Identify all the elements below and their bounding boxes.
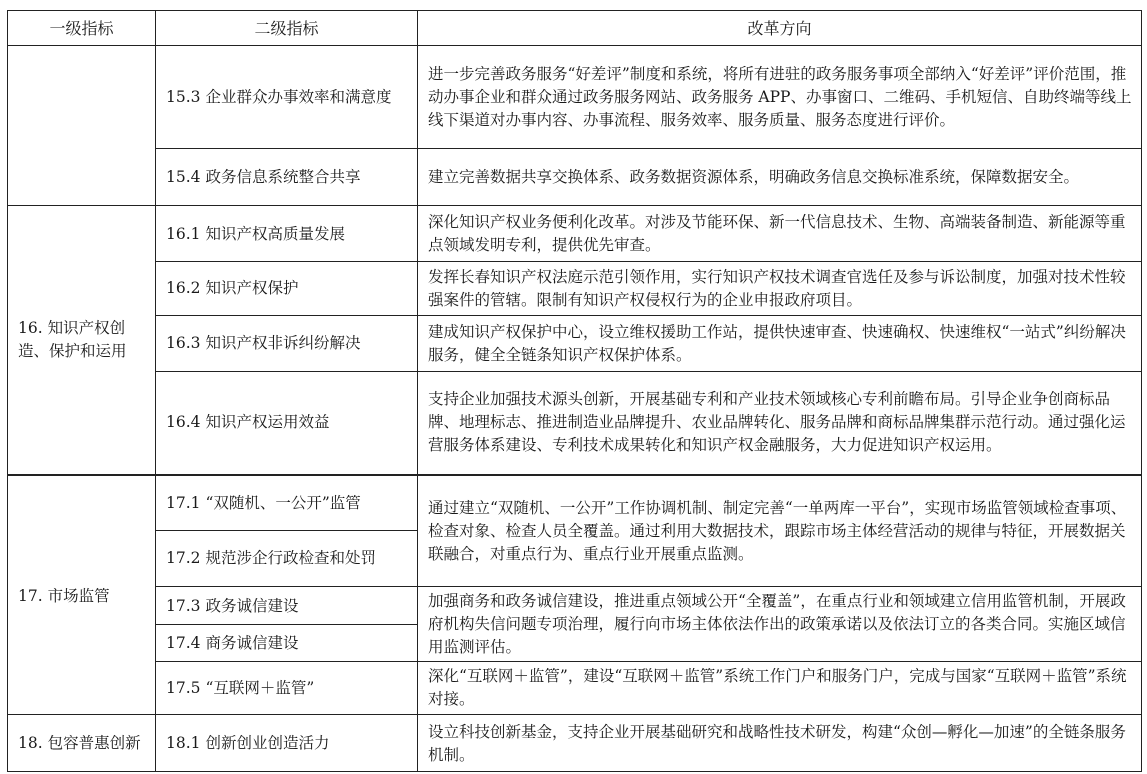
sub-15-4: 15.4 政务信息系统整合共享 (166, 168, 361, 186)
header-col-level2: 二级指标 (254, 18, 319, 38)
dir-16-1: 深化知识产权业务便利化改革。对涉及节能环保、新一代信息技术、生物、高端装备制造、新能源等重点领域发明专利，提供优先审查。 (428, 213, 1126, 254)
table-border-top (7, 10, 1142, 11)
sub-18-1: 18.1 创新创业创造活力 (166, 734, 330, 752)
row-divider (155, 661, 1142, 662)
table-border-bottom (7, 771, 1142, 772)
column-divider (417, 10, 418, 772)
sub-17-3: 17.3 政务诚信建设 (166, 596, 299, 615)
sub-17-5: 17.5 “互联网＋监管” (166, 678, 315, 697)
group-18-label: 18. 包容普惠创新 (18, 734, 141, 752)
header-col-level1: 一级指标 (49, 18, 114, 38)
sub-15-3: 15.3 企业群众办事效率和满意度 (166, 88, 392, 106)
header-divider (7, 45, 1142, 46)
group-divider (7, 474, 1142, 476)
dir-16-2: 发挥长春知识产权法庭示范引领作用，实行知识产权技术调查官选任及参与诉讼制度，加强对技术性较强案件的管辖。限制有知识产权侵权行为的企业申报政府项目。 (428, 267, 1126, 309)
sub-17-4: 17.4 商务诚信建设 (166, 633, 299, 652)
row-divider (155, 261, 1142, 262)
dir-17-5: 深化“互联网＋监管”，建设“互联网＋监管”系统工作门户和服务门户，完成与国家“互联网＋监管”系统对接。 (428, 667, 1127, 708)
sub-16-4: 16.4 知识产权运用效益 (166, 413, 330, 431)
group-divider (7, 205, 1142, 206)
group-17-label: 17. 市场监管 (18, 586, 110, 605)
dir-18-1: 设立科技创新基金，支持企业开展基础研究和战略性技术研发，构建“众创—孵化—加速”的全链条服务机制。 (428, 722, 1126, 764)
dir-15-3: 进一步完善政务服务“好差评”制度和系统，将所有进驻的政务服务事项全部纳入“好差评”评价范围，推动办事企业和群众通过政务服务网站、政务服务 APP、办事窗口、二维码、手机短信、自助终端等线上线下渠道对办事内容、办事流程、服务效率、服务质量、服务态度进行评价。 (428, 65, 1132, 129)
row-divider (155, 586, 1142, 587)
row-divider (155, 624, 417, 625)
dir-17-1-2: 通过建立“双随机、一公开”工作协调机制、制定完善“一单两库一平台”，实现市场监管领域检查事项、检查对象、检查人员全覆盖。通过利用大数据技术，跟踪市场主体经营活动的规律与特征，开展数据关联融合，对重点行为、重点行业开展重点监测。 (428, 499, 1127, 563)
sub-17-2: 17.2 规范涉企行政检查和处罚 (166, 549, 376, 567)
dir-16-4: 支持企业加强技术源头创新，开展基础专利和产业技术领域核心专利前瞻布局。引导企业争创商标品牌、地理标志、推进制造业品牌提升、农业品牌转化、服务品牌和商标品牌集群示范行动。通过强化运营服务体系建设、专利技术成果转化和知识产权金融服务，大力促进知识产权运用。 (428, 390, 1126, 454)
table-border-left (7, 10, 8, 772)
dir-17-3-4: 加强商务和政务诚信建设，推进重点领域公开“全覆盖”，在重点行业和领域建立信用监管机制，开展政府机构失信问题专项治理，履行向市场主体依法作出的政策承诺以及依法订立的各类合同。实施区域信用监测评估。 (428, 592, 1126, 656)
dir-16-3: 建成知识产权保护中心，设立维权援助工作站，提供快速审查、快速确权、快速维权“一站式”纠纷解决服务，健全全链条知识产权保护体系。 (428, 322, 1126, 364)
group-16-label: 16. 知识产权创造、保护和运用 (18, 319, 127, 360)
row-divider (155, 315, 1142, 316)
sub-17-1: 17.1 “双随机、一公开”监管 (166, 494, 361, 512)
row-divider (155, 371, 1142, 372)
row-divider (155, 530, 417, 531)
sub-16-2: 16.2 知识产权保护 (166, 279, 299, 297)
column-divider (155, 10, 156, 772)
group-divider (7, 714, 1142, 715)
table-border-right (1141, 10, 1142, 772)
dir-15-4: 建立完善数据共享交换体系、政务数据资源体系，明确政务信息交换标准系统，保障数据安全。 (428, 168, 1080, 186)
row-divider (155, 148, 1142, 149)
sub-16-1: 16.1 知识产权高质量发展 (166, 224, 345, 243)
header-col-direction: 改革方向 (747, 18, 812, 38)
sub-16-3: 16.3 知识产权非诉纠纷解决 (166, 334, 361, 352)
